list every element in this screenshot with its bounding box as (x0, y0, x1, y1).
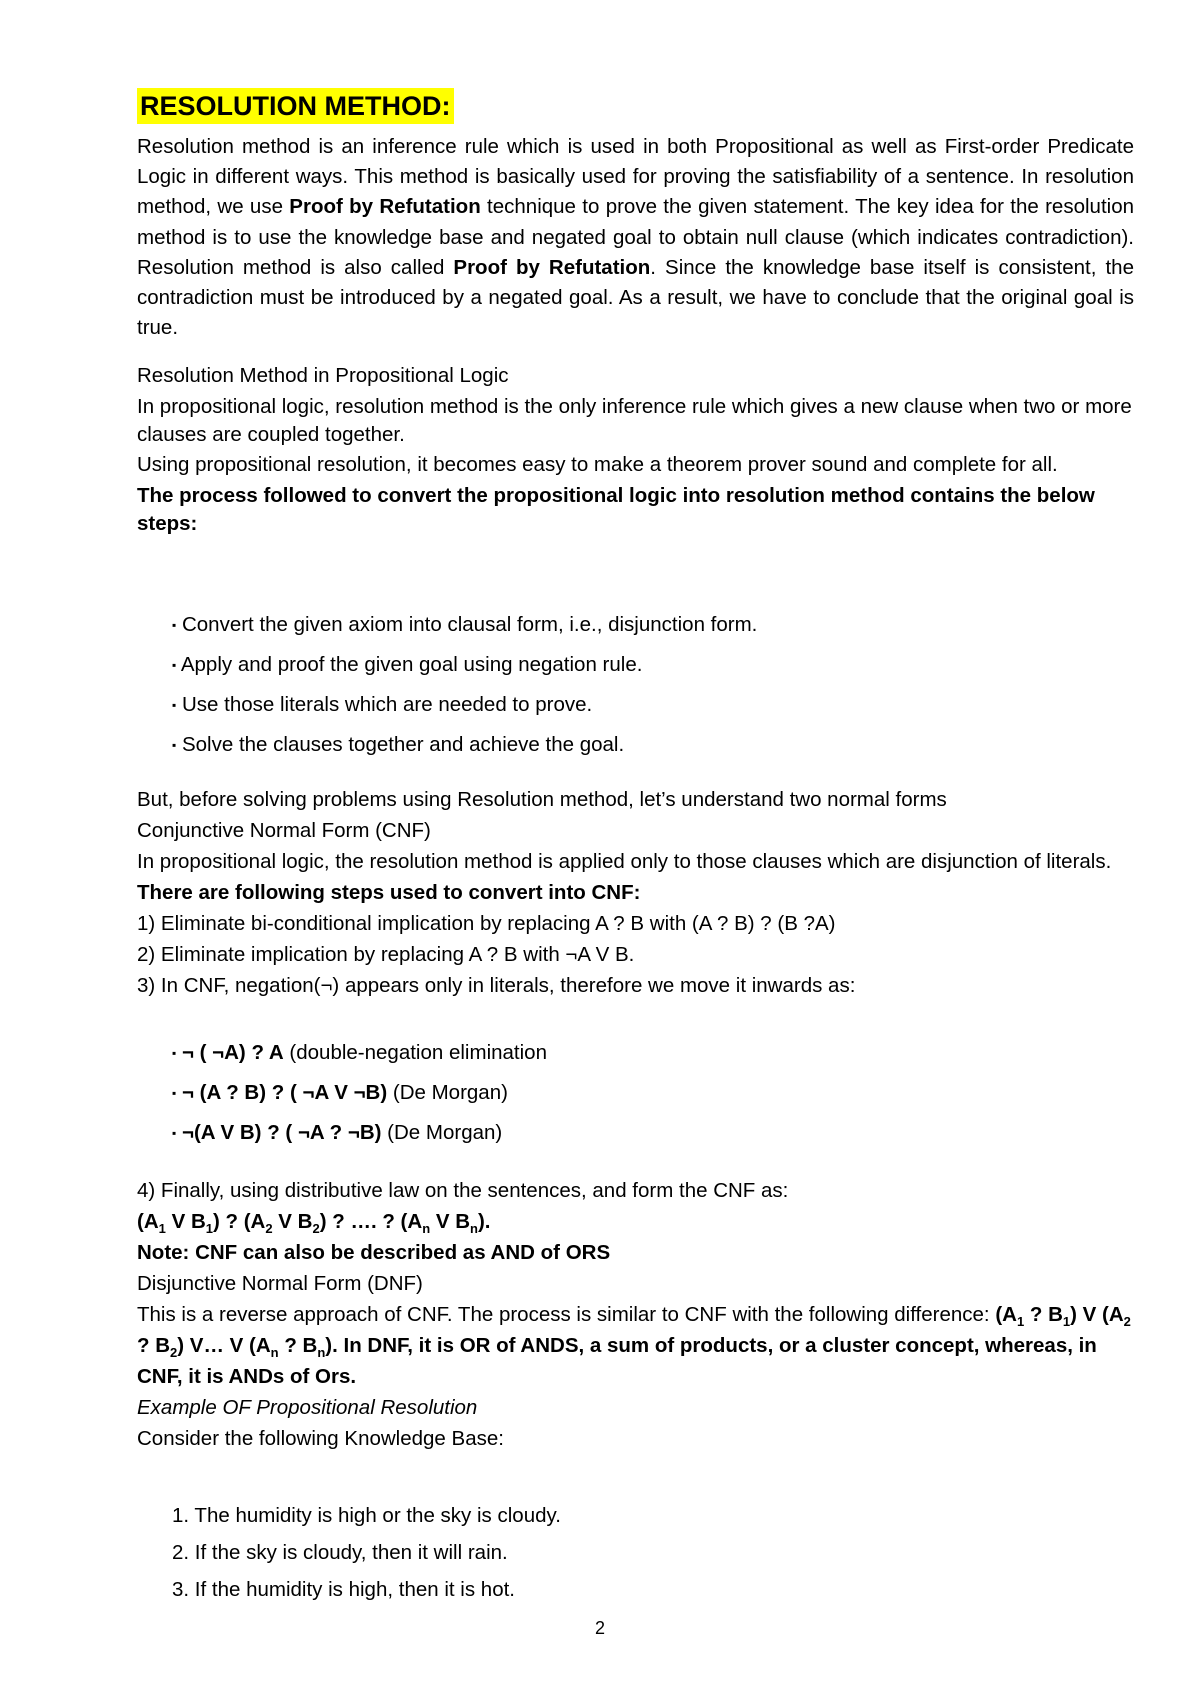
bullet-icon: ▪ (172, 1046, 177, 1061)
intro-bold-1: Proof by Refutation (289, 195, 481, 219)
list-item: ▪ ¬ ( ¬A) ? A (double-negation elimination (172, 1041, 547, 1064)
prop-heading: Resolution Method in Propositional Logic (137, 364, 509, 387)
steps-list (172, 605, 757, 765)
cnf-step-4: 4) Finally, using distributive law on the sentences, and form the CNF as: (137, 1179, 789, 1202)
list-item: ▪ ¬ (A ? B) ? ( ¬A V ¬B) (De Morgan) (172, 1081, 508, 1105)
cnf-step-1: 1) Eliminate bi-conditional implication by replacing A ? B with (A ? B) ? (B ?A) (137, 912, 836, 935)
list-item: 3. If the humidity is high, then it is hot. (172, 1578, 515, 1601)
intro-text-2: technique to prove the given statement. The key idea for the resolution method is to use the knowledge base and negated goal to obtain null clause (which indicates contradiction). Resolution method is also called (137, 195, 1134, 279)
negation-rules-list (172, 1033, 547, 1153)
bullet-icon: ▪ (172, 738, 177, 753)
cnf-section (137, 784, 1134, 1001)
list-item: ▪ Convert the given axiom into clausal form, i.e., disjunction form. (172, 613, 758, 636)
bullet-icon: ▪ (172, 1126, 177, 1141)
list-item: ▪ Apply and proof the given goal using negation rule. (172, 653, 643, 677)
cnf-note: Note: CNF can also be described as AND of ORS (137, 1241, 611, 1264)
intro-bold-2: Proof by Refutation (453, 255, 651, 279)
intro-text-1: Resolution method is an inference rule which is used in both Propositional as well as First-order Predicate Logic in different ways. This method is basically used for proving the satisfiability of a sentence. In resolution method, we use (137, 135, 1134, 219)
propositional-section (137, 361, 1134, 538)
dnf-heading: Disjunctive Normal Form (DNF) (137, 1272, 423, 1295)
cnf-formula: ($A_1$ V $B_1$) ? ($A_2$ V $B_2$) ? …. ? ($A_n$ V $B_n$). (137, 1210, 491, 1237)
process-heading: The process followed to convert the propositional logic into resolution method contains the below steps: (137, 484, 1095, 535)
cnf-heading: Conjunctive Normal Form (CNF) (137, 819, 431, 842)
normal-forms-intro: But, before solving problems using Resolution method, let’s understand two normal forms (137, 788, 947, 811)
dnf-paragraph: This is a reverse approach of CNF. The process is similar to CNF with the following difference: ($A_1$ ? $B_1$) V ($A_2$ ? $B_2$) V… V ($A_n$ ? $B_n$). In DNF, it is OR of ANDS, a sum of products, or a cluster concept, whereas, in CNF, it is ANDs of Ors. (137, 1303, 1131, 1388)
bullet-icon: ▪ (172, 658, 177, 673)
list-item: ▪ ¬(A V B) ? ( ¬A ? ¬B) (De Morgan) (172, 1121, 503, 1145)
list-item: 1. The humidity is high or the sky is cloudy. (172, 1504, 561, 1527)
bullet-icon: ▪ (172, 698, 177, 713)
page-number: 2 (594, 1618, 605, 1638)
bullet-icon: ▪ (172, 1086, 177, 1101)
list-item: 2. If the sky is cloudy, then it will rain. (172, 1541, 508, 1564)
intro-text-3: . Since the knowledge base itself is consistent, the contradiction must be introduced by a negated goal. As a result, we have to conclude that the original goal is true. (137, 255, 1134, 340)
page-title: RESOLUTION METHOD: (137, 88, 454, 124)
example-heading: Example OF Propositional Resolution (137, 1396, 478, 1419)
cnf-paragraph: In propositional logic, the resolution method is applied only to those clauses which are disjunction of literals. There are following steps used to convert into CNF: (137, 850, 1112, 904)
kb-intro: Consider the following Knowledge Base: (137, 1427, 504, 1450)
cnf-step-2: 2) Eliminate implication by replacing A ? B with ¬A V B. (137, 943, 635, 966)
list-item: ▪ Use those literals which are needed to prove. (172, 693, 593, 717)
prop-para-1: In propositional logic, resolution method is the only inference rule which gives a new clause when two or more clauses are coupled together. (137, 395, 1132, 446)
dnf-section (137, 1175, 1134, 1454)
intro-paragraph (137, 132, 1134, 343)
prop-para-2: Using propositional resolution, it becomes easy to make a theorem prover sound and complete for all. (137, 453, 1058, 476)
cnf-step-3: 3) In CNF, negation(¬) appears only in literals, therefore we move it inwards as: (137, 974, 856, 997)
bullet-icon: ▪ (172, 618, 177, 633)
list-item: ▪ Solve the clauses together and achieve the goal. (172, 733, 625, 757)
knowledge-base-list (172, 1497, 561, 1608)
